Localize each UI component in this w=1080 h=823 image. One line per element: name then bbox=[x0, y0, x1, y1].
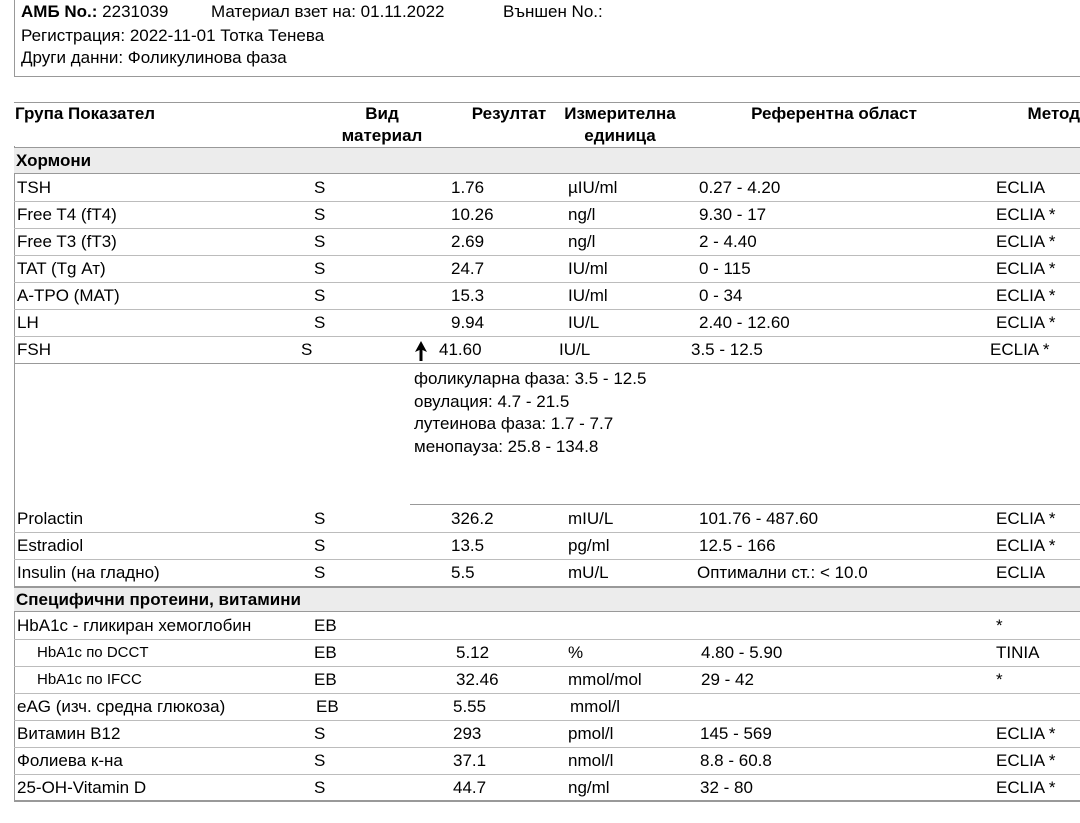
table-bottom-border bbox=[14, 800, 1080, 802]
cell-unit: ng/ml bbox=[568, 778, 610, 797]
cell-ref: 0.27 - 4.20 bbox=[699, 178, 781, 197]
cell-method: ECLIA * bbox=[996, 259, 1056, 278]
cell-name: TSH bbox=[17, 178, 51, 197]
info-line-1 bbox=[21, 2, 168, 22]
table-row bbox=[14, 747, 1080, 775]
table-row bbox=[14, 505, 1080, 533]
cell-unit: IU/L bbox=[568, 313, 600, 332]
cell-name: Free T3 (fT3) bbox=[17, 232, 117, 251]
cell-method: ECLIA bbox=[996, 178, 1046, 197]
cell-ref: 2 - 4.40 bbox=[699, 232, 757, 251]
cell-ref: 145 - 569 bbox=[700, 724, 772, 743]
cell-result: 293 bbox=[453, 724, 482, 743]
cell-type: S bbox=[314, 205, 326, 224]
cell-result: 9.94 bbox=[451, 313, 485, 332]
cell-ref: 12.5 - 166 bbox=[699, 536, 776, 555]
cell-name: HbA1c по IFCC bbox=[37, 671, 142, 688]
cell-ref: 3.5 - 12.5 bbox=[691, 340, 763, 359]
cell-name: Prolactin bbox=[17, 509, 84, 528]
cell-name: Insulin (на гладно) bbox=[17, 563, 160, 582]
fsh-reference-notes bbox=[414, 368, 646, 458]
cell-ref: 101.76 - 487.60 bbox=[699, 509, 819, 528]
header-ref: Референтна област bbox=[751, 104, 917, 123]
cell-type: S bbox=[314, 536, 326, 555]
table-row bbox=[14, 720, 1080, 748]
cell-unit: % bbox=[568, 643, 584, 662]
cell-unit: mU/L bbox=[568, 563, 609, 582]
cell-method: ECLIA * bbox=[990, 340, 1050, 359]
cell-type: S bbox=[314, 259, 326, 278]
table-row bbox=[14, 559, 1080, 588]
patient-info-box bbox=[14, 0, 1080, 77]
header-method: Метод bbox=[1027, 104, 1080, 123]
table-row bbox=[14, 774, 1080, 801]
cell-result: 5.55 bbox=[453, 697, 487, 716]
cell-method: ECLIA * bbox=[996, 751, 1056, 770]
header-unit-line2: единица bbox=[584, 126, 656, 145]
cell-unit: ng/l bbox=[568, 232, 596, 251]
cell-type: S bbox=[314, 313, 326, 332]
cell-ref: 9.30 - 17 bbox=[699, 205, 767, 224]
cell-method: ECLIA * bbox=[996, 536, 1056, 555]
cell-unit: IU/L bbox=[559, 340, 591, 359]
cell-result: 326.2 bbox=[451, 509, 494, 528]
table-row bbox=[14, 612, 1080, 640]
other-data: Други данни: Фоликулинова фаза bbox=[21, 48, 287, 67]
external-number: Външен No.: bbox=[503, 2, 603, 21]
section-hormones: Хормони bbox=[14, 148, 1080, 174]
cell-result: 5.5 bbox=[451, 563, 475, 582]
cell-type: S bbox=[314, 778, 326, 797]
cell-unit: µIU/ml bbox=[568, 178, 618, 197]
header-group: Група Показател bbox=[15, 104, 156, 123]
cell-method: ECLIA * bbox=[996, 205, 1056, 224]
cell-name: Витамин B12 bbox=[17, 724, 121, 743]
table-row-fsh bbox=[14, 336, 1080, 364]
cell-unit: pg/ml bbox=[568, 536, 610, 555]
cell-unit: ng/l bbox=[568, 205, 596, 224]
cell-result: 13.5 bbox=[451, 536, 485, 555]
cell-result: 15.3 bbox=[451, 286, 485, 305]
cell-name: FSH bbox=[17, 340, 51, 359]
cell-type: EB bbox=[316, 697, 339, 716]
cell-type: EB bbox=[314, 616, 337, 635]
cell-name: HbA1c - гликиран хемоглобин bbox=[17, 616, 252, 635]
table-row bbox=[14, 666, 1080, 694]
table-row bbox=[14, 693, 1080, 721]
cell-ref: 32 - 80 bbox=[700, 778, 753, 797]
cell-ref: 2.40 - 12.60 bbox=[699, 313, 790, 332]
cell-type: S bbox=[314, 509, 326, 528]
cell-type: S bbox=[314, 563, 326, 582]
cell-method: ECLIA * bbox=[996, 313, 1056, 332]
cell-name: HbA1c по DCCT bbox=[37, 644, 149, 661]
section-proteins-vitamins: Специфични протеини, витамини bbox=[14, 588, 1080, 612]
cell-result: 10.26 bbox=[451, 205, 494, 224]
cell-method: ECLIA * bbox=[996, 724, 1056, 743]
cell-ref: 4.80 - 5.90 bbox=[701, 643, 783, 662]
cell-ref: 0 - 34 bbox=[699, 286, 743, 305]
table-row bbox=[14, 639, 1080, 667]
cell-method: TINIA bbox=[996, 643, 1040, 662]
cell-name: LH bbox=[17, 313, 39, 332]
table-row bbox=[14, 532, 1080, 560]
cell-type: S bbox=[314, 286, 326, 305]
cell-method: ECLIA * bbox=[996, 232, 1056, 251]
cell-result: 41.60 bbox=[439, 340, 482, 359]
table-row bbox=[14, 282, 1080, 310]
cell-type: S bbox=[314, 724, 326, 743]
cell-method: * bbox=[996, 670, 1003, 689]
cell-type: S bbox=[301, 340, 313, 359]
table-row bbox=[14, 174, 1080, 202]
cell-name: 25-OH-Vitamin D bbox=[17, 778, 147, 797]
amb-number: 2231039 bbox=[102, 2, 169, 21]
cell-type: S bbox=[314, 751, 326, 770]
cell-ref: 29 - 42 bbox=[701, 670, 754, 689]
cell-method: ECLIA * bbox=[996, 286, 1056, 305]
table-row bbox=[14, 201, 1080, 229]
cell-result: 2.69 bbox=[451, 232, 485, 251]
cell-name: A-TPO (MAT) bbox=[17, 286, 120, 305]
cell-result: 24.7 bbox=[451, 259, 485, 278]
cell-ref: Оптимални ст.: < 10.0 bbox=[697, 563, 868, 582]
cell-type: EB bbox=[314, 643, 337, 662]
material-taken: Материал взет на: 01.11.2022 bbox=[211, 2, 445, 21]
note-follicular: фоликуларна фаза: 3.5 - 12.5 bbox=[414, 369, 647, 388]
cell-method: ECLIA * bbox=[996, 778, 1056, 797]
cell-result: 37.1 bbox=[453, 751, 487, 770]
header-type-line1: Вид bbox=[365, 104, 399, 123]
cell-name: eAG (изч. средна глюкоза) bbox=[17, 697, 226, 716]
cell-result: 1.76 bbox=[451, 178, 485, 197]
cell-result: 32.46 bbox=[456, 670, 499, 689]
arrow-up-icon bbox=[415, 341, 427, 361]
cell-unit: mmol/mol bbox=[568, 670, 642, 689]
cell-result: 5.12 bbox=[456, 643, 490, 662]
cell-unit: nmol/l bbox=[568, 751, 614, 770]
table-row bbox=[14, 255, 1080, 283]
cell-ref: 8.8 - 60.8 bbox=[700, 751, 772, 770]
cell-method: ECLIA * bbox=[996, 509, 1056, 528]
registration: Регистрация: 2022-11-01 Тотка Тенева bbox=[21, 26, 325, 45]
cell-name: Estradiol bbox=[17, 536, 84, 555]
cell-unit: mmol/l bbox=[570, 697, 621, 716]
table-row bbox=[14, 228, 1080, 256]
cell-method: ECLIA bbox=[996, 563, 1046, 582]
header-type-line2: материал bbox=[341, 126, 423, 145]
note-luteal: лутеинова фаза: 1.7 - 7.7 bbox=[414, 414, 614, 433]
cell-name: Free T4 (fT4) bbox=[17, 205, 117, 224]
note-menopause: менопауза: 25.8 - 134.8 bbox=[414, 436, 599, 456]
cell-name: TAT (Tg Ат) bbox=[17, 259, 106, 278]
cell-name: Фолиева к-на bbox=[17, 751, 123, 770]
cell-type: S bbox=[314, 178, 326, 197]
cell-ref: 0 - 115 bbox=[699, 259, 751, 278]
cell-result: 44.7 bbox=[453, 778, 487, 797]
cell-type: EB bbox=[314, 670, 337, 689]
cell-unit: pmol/l bbox=[568, 724, 614, 743]
table-row bbox=[14, 309, 1080, 337]
note-ovulation: овулация: 4.7 - 21.5 bbox=[414, 391, 570, 411]
cell-unit: IU/ml bbox=[568, 286, 608, 305]
cell-unit: IU/ml bbox=[568, 259, 608, 278]
cell-method: * bbox=[996, 616, 1003, 635]
amb-label: АМБ No.: bbox=[21, 2, 98, 21]
table-header bbox=[14, 102, 1080, 148]
header-result: Резултат bbox=[471, 104, 547, 123]
cell-type: S bbox=[314, 232, 326, 251]
cell-unit: mIU/L bbox=[568, 509, 614, 528]
header-unit-line1: Измерителна bbox=[564, 104, 676, 123]
